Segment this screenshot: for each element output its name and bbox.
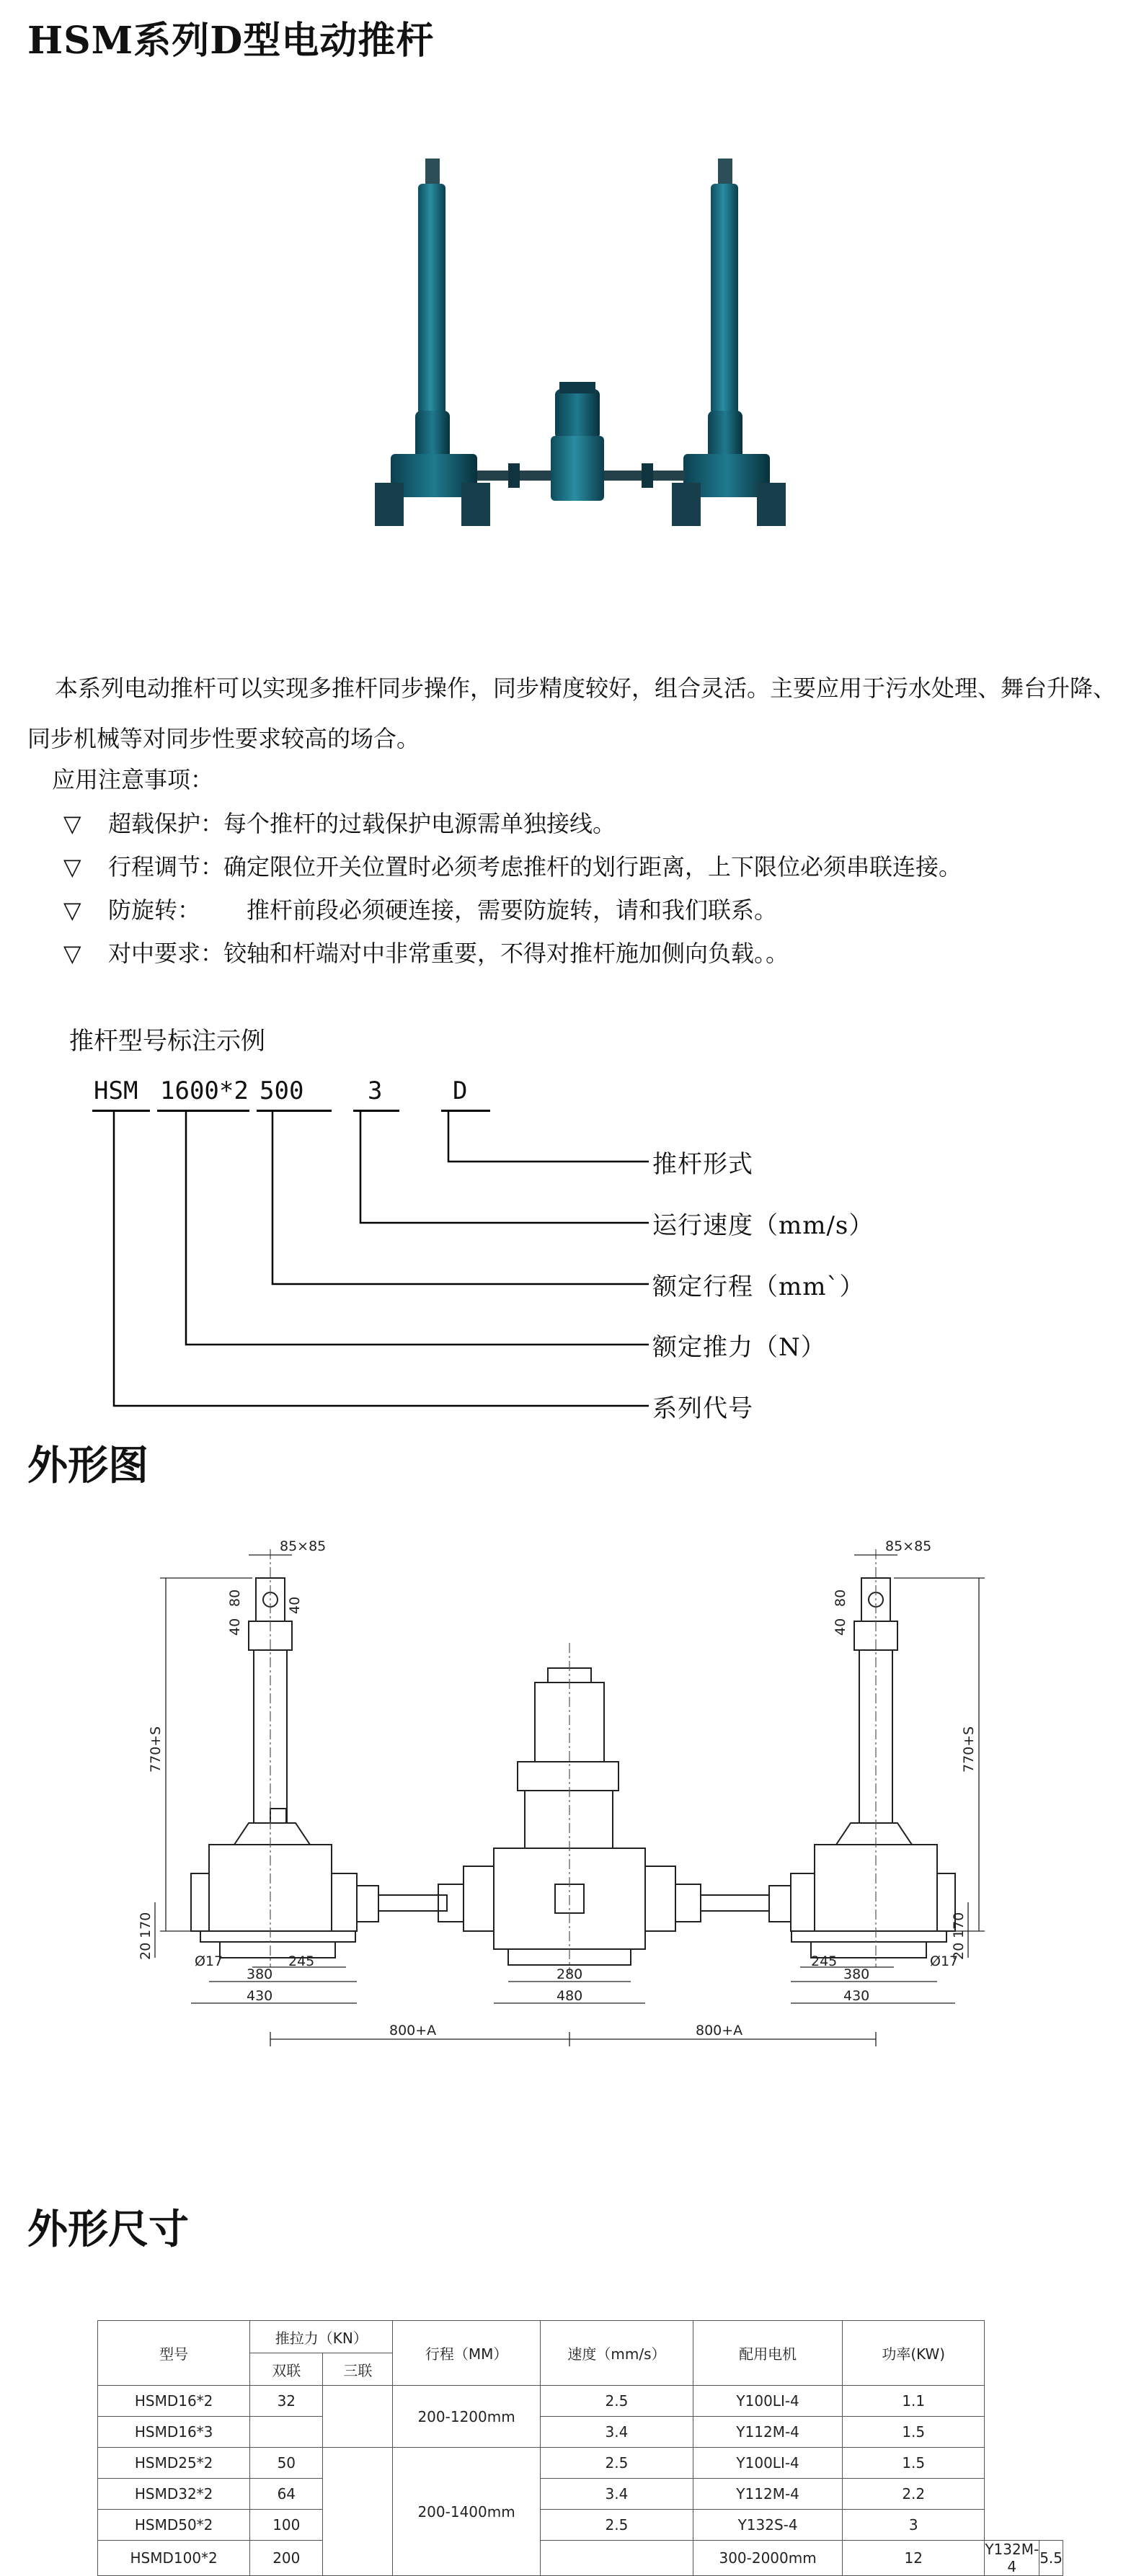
svg-text:380: 380 — [843, 1966, 870, 1982]
spec-table — [97, 2320, 1063, 2576]
dim-span-right: 800+A — [696, 2023, 743, 2038]
legend-speed: 运行速度（mm/s） — [652, 1211, 874, 1240]
header-motor: 配用电机 — [693, 2321, 843, 2386]
svg-text:245: 245 — [288, 1953, 315, 1969]
dim-stroke-right: 770+S — [961, 1726, 977, 1773]
header-model: 型号 — [98, 2321, 250, 2386]
table-row: HSMD16*2 32 200-1200mm 2.5 Y100LI-4 1.1 — [98, 2386, 1063, 2417]
header-speed: 速度（mm/s） — [540, 2321, 693, 2386]
svg-text:80: 80 — [227, 1589, 243, 1607]
svg-text:Ø17: Ø17 — [195, 1953, 223, 1969]
page-title: HSM系列D型电动推杆 — [27, 19, 435, 63]
svg-text:40: 40 — [833, 1618, 848, 1636]
table-row: HSMD32*2 64 3.4 Y112M-4 2.2 — [98, 2479, 1063, 2510]
svg-text:170: 170 — [951, 1912, 967, 1938]
table-row: HSMD50*2 100 2.5 Y132S-4 3 — [98, 2510, 1063, 2541]
svg-text:40: 40 — [227, 1618, 243, 1636]
header-power: 功率(KW) — [843, 2321, 985, 2386]
header-triple: 三联 — [323, 2353, 393, 2386]
table-row: HSMD16*3 3.4 Y112M-4 1.5 — [98, 2417, 1063, 2448]
triangle-icon: ▽ — [63, 853, 81, 881]
header-force: 推拉力（KN） — [250, 2321, 393, 2353]
svg-text:430: 430 — [843, 1988, 870, 2004]
header-double: 双联 — [250, 2353, 323, 2386]
legend-type: 推杆形式 — [652, 1150, 753, 1179]
outline-drawing — [138, 1535, 980, 2061]
code-force: 1600*2 — [160, 1077, 249, 1105]
triangle-icon: ▽ — [63, 896, 81, 924]
product-photo — [346, 144, 807, 548]
svg-text:480: 480 — [557, 1988, 583, 2004]
triangle-icon: ▽ — [63, 940, 81, 967]
code-type: D — [453, 1077, 468, 1105]
svg-text:170: 170 — [138, 1912, 154, 1938]
intro-paragraph: 本系列电动推杆可以实现多推杆同步操作，同步精度较好，组合灵活。主要应用于污水处理、舞台升降、同步机械等对同步性要求较高的场合。 — [27, 674, 1117, 752]
dim-flange-left: 85×85 — [280, 1538, 327, 1554]
callout-lines — [0, 1110, 663, 1412]
note-item: ▽ 行程调节：确定限位开关位置时必须考虑推杆的划行距离，上下限位必须串联连接。 — [63, 853, 962, 881]
svg-text:Ø17: Ø17 — [930, 1953, 959, 1969]
svg-text:80: 80 — [833, 1589, 848, 1607]
dim-flange-right: 85×85 — [885, 1538, 932, 1554]
dim-stroke-left: 770+S — [148, 1726, 164, 1773]
svg-text:380: 380 — [247, 1966, 273, 1982]
notes-heading: 应用注意事项： — [52, 766, 214, 793]
code-series: HSM — [94, 1077, 138, 1105]
legend-stroke: 额定行程（mm`） — [652, 1273, 865, 1301]
svg-text:40: 40 — [287, 1596, 303, 1614]
code-stroke: 500 — [260, 1077, 304, 1105]
legend-force: 额定推力（N） — [652, 1333, 826, 1362]
code-speed: 3 — [368, 1077, 383, 1105]
svg-text:20: 20 — [138, 1942, 154, 1960]
header-stroke: 行程（MM） — [393, 2321, 540, 2386]
svg-text:245: 245 — [811, 1953, 838, 1969]
triangle-icon: ▽ — [63, 810, 81, 837]
dims-title: 外形尺寸 — [27, 2206, 189, 2253]
svg-text:280: 280 — [557, 1966, 583, 1982]
note-item: ▽ 超载保护：每个推杆的过载保护电源需单独接线。 — [63, 810, 616, 837]
note-item: ▽ 对中要求：铰轴和杆端对中非常重要，不得对推杆施加侧向负载。。 — [63, 940, 789, 967]
dim-span-left: 800+A — [389, 2023, 437, 2038]
svg-text:20: 20 — [951, 1942, 967, 1960]
outline-title: 外形图 — [27, 1442, 148, 1489]
svg-text:430: 430 — [247, 1988, 273, 2004]
model-example-heading: 推杆型号标注示例 — [69, 1027, 265, 1056]
legend-series: 系列代号 — [652, 1394, 753, 1423]
note-item: ▽ 防旋转： 推杆前段必须硬连接，需要防旋转，请和我们联系。 — [63, 896, 778, 924]
table-row: HSMD25*2 50 200-1400mm 2.5 Y100LI-4 1.5 — [98, 2448, 1063, 2479]
table-row: HSMD100*2 200 300-2000mm 12 Y132M-4 5.5 — [98, 2541, 1063, 2576]
